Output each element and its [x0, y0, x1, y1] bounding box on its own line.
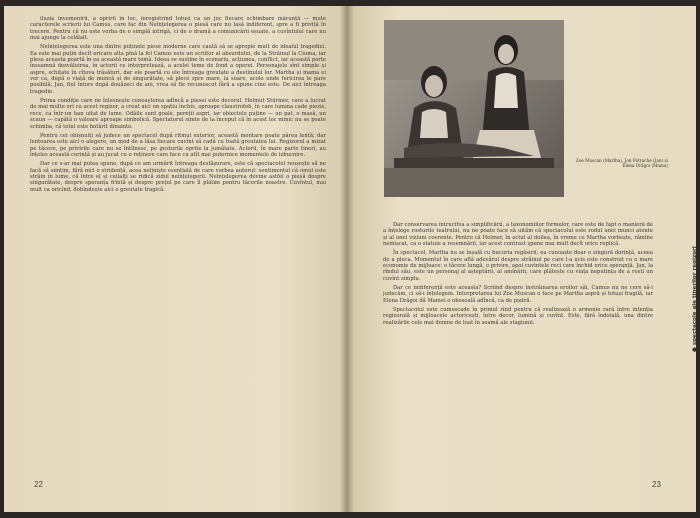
- left-text-column: [30, 16, 326, 448]
- left-paragraph: Pentru cei obișnuiți să judece un spectacol după ritmul exterior, această montare poate părea lentă; dar lentoarea este aici o alegere, un mod de a lăsa fiecare cuvînt să cadă cu toată greutatea lui. Regizorul a mizat pe tăcere, pe privirile care nu se întîlnesc, pe gesturile oprite la jumătate. Actorii, în mare parte tineri, au înțeles această cerință și au jucat cu o reținere care face cu atît mai puternice momentele de izbucnire.: [30, 132, 326, 158]
- book-gutter: [340, 6, 354, 512]
- photo-illustration: [384, 20, 564, 197]
- left-paragraph: Neînțelegerea este una dintre puținele piese moderne care caută să se apropie mult de idealul tragediei. Ea este mai puțin decît oricare alta pînă la fel Camus este un scriitor al absurdului, de la Străinul la Ciuma, iar piesa aceasta poartă în ea această mare temă. Ideea se susține în scenariu, acțiunea, conflict, iar această parte înseamnă dezvăluirea, în actorii ce interpretează, a acelei teme de fond a operei. Personajele sînt simple și aspre, schițate în cîteva trăsături, dar ele poartă cu ele întreaga greutate a destinului lor. Martha și mama ei vor ca, după o viață de muncă și de singurătate, să plece spre mare, la soare, acolo unde fericirea le pare posibilă; Jan, fiul întors după douăzeci de ani, vrea să fie recunoscut fără a spune cine este. De aici întreaga tragedie.: [30, 44, 326, 95]
- left-paragraph: iluzia învemenirii, a opririi în loc, înregistrînd totuși ca un joc fiecare schimbare mărunță — mute caracterele scrierii lui Camus, care fac din Neînțelegerea o piesă care nu lasă indiferent, spre a fi privită în trecere. Pentru că nu este vorba de o simplă intrigă, ci de o dramă a comunicării eșuate, a cuvîntului care nu mai ajunge la celălalt.: [30, 16, 326, 42]
- right-paragraph: Dar ce indiferență este aceasta? Scriind despre înstrăinarea eroilor săi, Camus nu ne cere să-i judecăm, ci să-i înțelegem. Interpretarea lui Zoe Muscan o face pe Martha aspră și totuși fragilă, iar Elena Drăgoi dă Mamei o oboseală adîncă, ca de piatră.: [383, 285, 653, 304]
- right-paragraph: Spectacolul este cumsecade în primul rînd pentru că realizează o armonie rară între intenția regizorală și mijloacele actoricești, între decor, lumină și cuvînt. Este, fără îndoială, una dintre realizările cele mai demne de luat în seamă ale stagiunii.: [383, 307, 653, 326]
- right-paragraph: În spectacol, Martha nu se înșală cu bucuria regăsirii; ea cunoaște doar o singură dorință, aceea de a pleca. Momentul în care află adevărul despre străinul pe care l-a ucis este construit cu o mare economie de mijloace: o tăcere lungă, o privire, apoi cuvintele reci care închid orice speranță. Jan, la rîndul său, este un personaj al așteptării, al amînării, care plătește cu viața neputința de a rosti un cuvînt simplu.: [383, 250, 653, 282]
- right-paragraph: Dar conservarea întrucîtva a simplificării, a taxonomiilor formelor, care este de fapt o manieră de a înțelege rosturile teatrului, nu ne poate face să uităm că spectacolul este rodul unei munci atente și al unei viziuni coerente. Pentru că Helmer, în actul al doilea, în vreme ce Martha vorbește, rămîne nemișcat, ca o statuie a resemnării, iar acest contrast spune mai mult decît orice replică.: [383, 222, 653, 248]
- side-label-text: ● spectacole ale tinerilor regizori: [692, 246, 698, 352]
- left-page-number: 22: [34, 480, 43, 489]
- left-paragraph: Prima condiție care ne înlesnește cunoașterea adîncă a piesei este decorul. Helmut Stürmer, care a lucrat de mai multe ori cu acest regizor, a creat aici un spațiu închis, aproape claustrofob, în care lumina cade piezis, rece, ca într-un han uitat de lume. Odăile sunt goale, pereții aspri, iar obiectele puține — un pat, o masă, un scaun — capătă o valoare aproape simbolică. Spectatorul simte de la început că în acest loc nimic nu se poate schimba, că totul este hotărît dinainte.: [30, 98, 326, 130]
- theatre-scene-photo-icon: [384, 20, 564, 197]
- left-paragraph: Dar ce s-ar mai putea spune, după ce am urmărit întreaga desfășurare, este că spectacolul reușește să ne facă să simțim, fără nici o stridență, acea neliniște esențială de care vorbea autorul: sentimentul că omul este străin în lume, că între el și ceilalți se ridică zidul neînțelegerii. Neînțelegerea devine astfel o piesă despre singurătate, despre speranța frîntă și despre prețul pe care îl plătim pentru tăcerile noastre. Cuvîntul, mai mult ca oricînd, dobîndește aici o greutate tragică.: [30, 161, 326, 193]
- right-page-number: 23: [652, 480, 661, 489]
- side-section-label: [686, 212, 698, 357]
- photo-caption: Zoe Muscan (Martha), Jon Petrache (Jan) și Elena Drăgoi (Mama): [575, 158, 668, 169]
- right-text-column: [383, 222, 653, 472]
